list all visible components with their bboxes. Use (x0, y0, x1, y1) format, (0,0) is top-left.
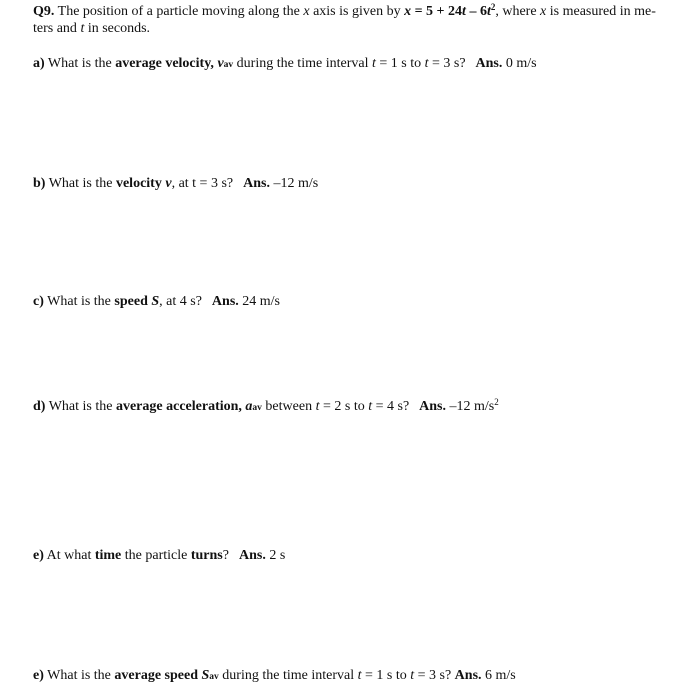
problem-intro-end-a: , where (495, 4, 541, 19)
question-a (33, 55, 537, 74)
question-c (33, 293, 280, 310)
question-c-text-2: , at 4 s? (159, 294, 202, 309)
question-e1-keyword-time: time (94, 548, 122, 563)
problem-intro-end-b: is measured in me- (546, 4, 656, 19)
var-x-2: x (540, 4, 547, 19)
question-d-label: d) (33, 399, 46, 414)
question-e-turn (33, 547, 285, 564)
answer-e1-label: Ans. (238, 548, 266, 563)
question-e2-t2: t (410, 668, 415, 683)
question-e2-text: What is the (43, 668, 115, 683)
answer-b-label: Ans. (243, 176, 270, 191)
question-e1-keyword-turns: turns (190, 548, 223, 563)
question-e2-label: e) (33, 668, 44, 683)
question-c-keyword: speed S (114, 294, 160, 309)
question-d-text-4: = 4 s? (372, 399, 410, 414)
answer-e1-value: 2 s (265, 548, 286, 563)
var-t: t (80, 21, 85, 36)
question-e2-text-4: = 3 s? (414, 668, 452, 683)
question-e2-t1: t (357, 668, 362, 683)
answer-b-value: –12 m/s (269, 176, 319, 191)
question-a-label: a) (33, 56, 45, 71)
problem-intro-start: The position of a particle moving along the (54, 4, 304, 19)
question-a-text-4: = 3 s? (428, 56, 466, 71)
question-a-keyword: average velocity, vav (115, 56, 234, 71)
problem-number: Q9. (33, 4, 55, 19)
question-c-label: c) (33, 294, 44, 309)
answer-c-value: 24 m/s (238, 294, 281, 309)
question-e-average-speed (33, 667, 516, 686)
question-d-text: What is the (45, 399, 116, 414)
answer-d-exponent: 2 (494, 397, 499, 407)
question-e2-text-2: during the time interval (218, 668, 358, 683)
question-d-t1: t (315, 399, 320, 414)
question-e2-keyword: average speed Sav (114, 668, 219, 683)
problem-statement-line-2 (33, 20, 150, 37)
answer-e2-value: 6 m/s (481, 668, 516, 683)
question-b (33, 175, 318, 192)
answer-d-value: –12 m/s (446, 399, 495, 414)
question-d-t2: t (368, 399, 373, 414)
var-x: x (303, 4, 310, 19)
question-b-text-2: , at t = 3 s? (171, 176, 234, 191)
question-a-text-3: = 1 s to (375, 56, 425, 71)
question-e1-text: At what (43, 548, 95, 563)
question-d (33, 398, 499, 417)
question-d-text-3: = 2 s to (319, 399, 369, 414)
problem-statement-line-1 (33, 3, 656, 20)
question-e1-text-3: ? (222, 548, 229, 563)
question-e1-label: e) (33, 548, 44, 563)
question-e2-text-3: = 1 s to (361, 668, 411, 683)
answer-d-label: Ans. (419, 399, 447, 414)
problem-intro-mid: axis is given by (309, 4, 405, 19)
question-b-text: What is the (45, 176, 116, 191)
position-equation: $x = 5 + 24t - 6t^2$ (404, 2, 496, 19)
line2-a: ters and (33, 21, 81, 36)
answer-e2-label: Ans. (454, 668, 482, 683)
line2-b: in seconds. (84, 21, 151, 36)
question-a-t1: t (371, 56, 376, 71)
question-d-keyword: average acceleration, aav (115, 399, 262, 414)
answer-a-value: 0 m/s (502, 56, 537, 71)
answer-c-label: Ans. (211, 294, 239, 309)
question-a-text: What is the (44, 56, 116, 71)
question-e1-text-2: the particle (121, 548, 191, 563)
question-a-t2: t (424, 56, 429, 71)
question-b-label: b) (33, 176, 46, 191)
question-d-text-2: between (261, 399, 316, 414)
answer-a-label: Ans. (475, 56, 503, 71)
question-b-keyword: velocity v (115, 176, 172, 191)
question-a-text-2: during the time interval (233, 56, 372, 71)
question-c-text: What is the (43, 294, 115, 309)
